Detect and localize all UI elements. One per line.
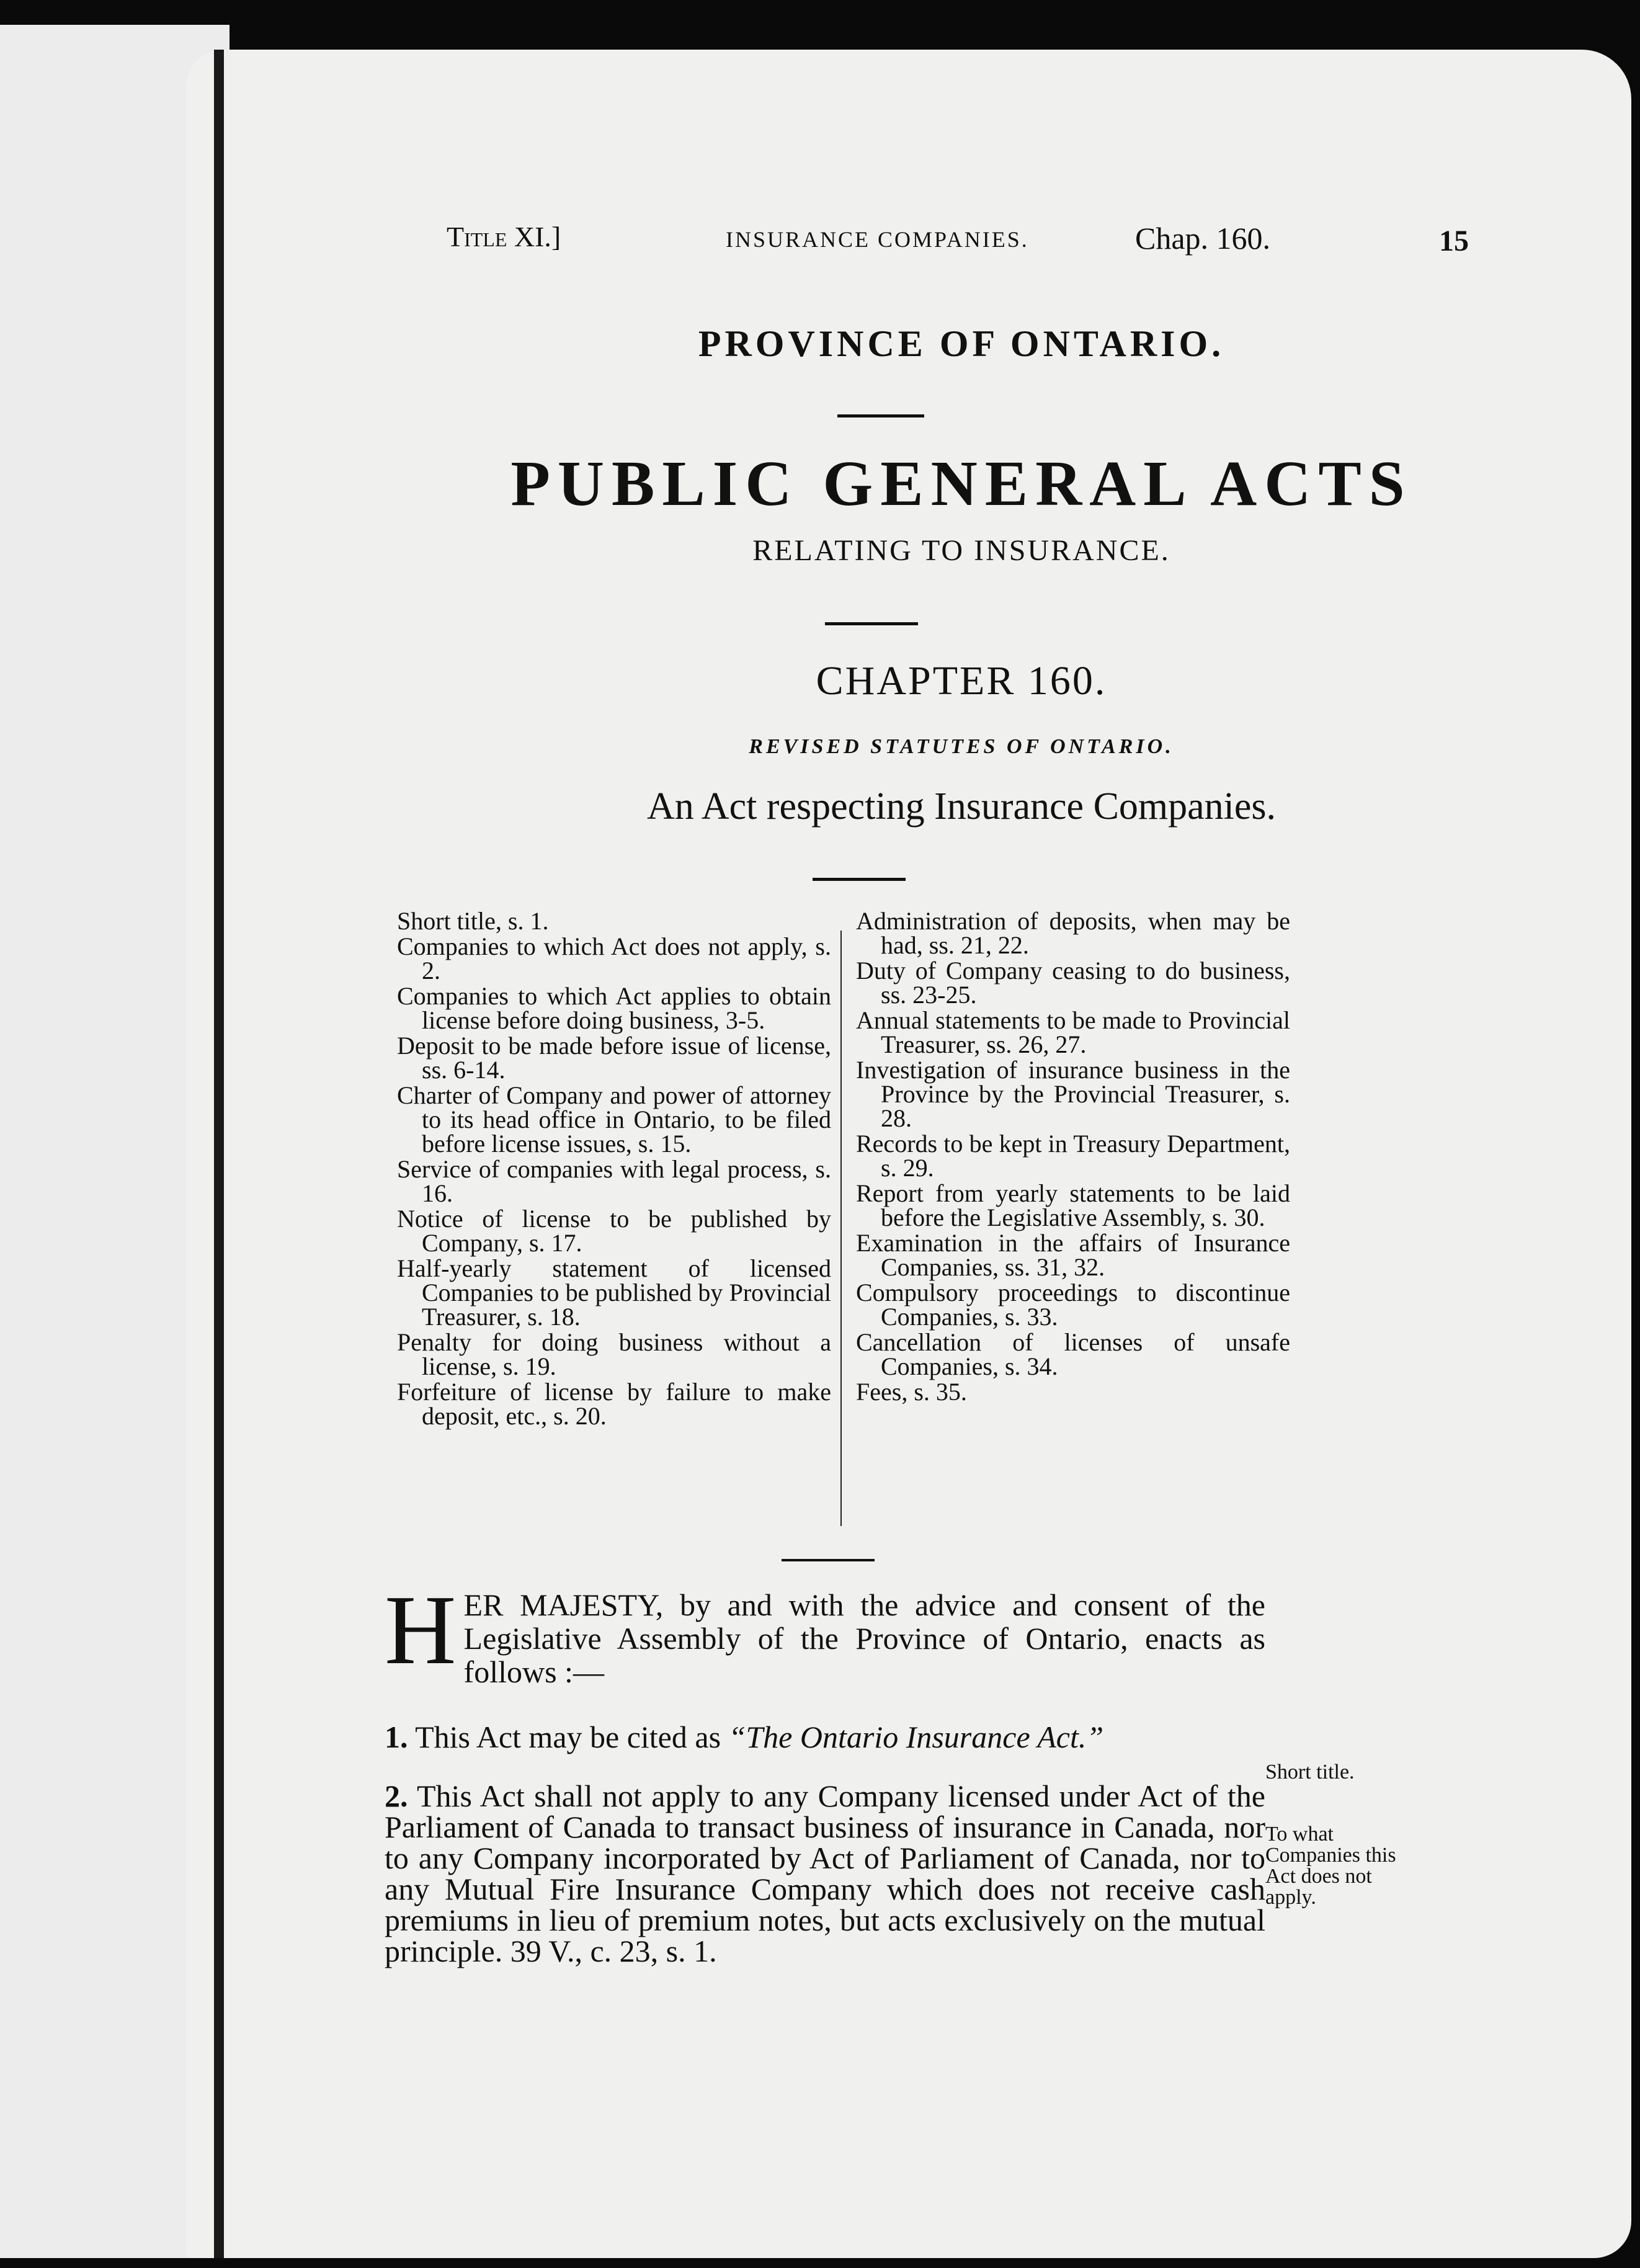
toc-item: Penalty for doing business without a license, s. 19.: [397, 1328, 831, 1380]
page-spine: [214, 50, 224, 2258]
divider-rule: [813, 878, 906, 881]
toc-item: Notice of license to be published by Company, s. 17.: [397, 1205, 831, 1257]
toc-item: Annual statements to be made to Provincial Treasurer, ss. 26, 27.: [856, 1006, 1290, 1058]
toc-item: Examination in the affairs of Insurance Companies, ss. 31, 32.: [856, 1229, 1290, 1281]
toc-item: Cancellation of licenses of unsafe Companies, s. 34.: [856, 1328, 1290, 1380]
divider-rule: [782, 1559, 875, 1561]
section-2: [385, 1780, 1265, 1967]
act-short-title: “The Ontario Insurance Act.”: [728, 1720, 1104, 1754]
toc-item: Duty of Company ceasing to do business, ss. 23-25.: [856, 957, 1290, 1009]
section-number: 2.: [385, 1779, 408, 1813]
margin-note: To what Companies this Act does not apply.: [1265, 1823, 1396, 1909]
section-text: This Act may be cited as: [415, 1720, 721, 1754]
toc-item: Report from yearly statements to be laid before the Legislative Assembly, s. 30.: [856, 1179, 1290, 1231]
toc-column-divider: [840, 931, 842, 1526]
chapter-heading: CHAPTER 160.: [816, 658, 1107, 703]
toc-item: Service of companies with legal process, s. 16.: [397, 1155, 831, 1207]
toc-right-column: [856, 909, 1290, 1405]
enacting-clause: [385, 1574, 1265, 1689]
act-name: An Act respecting Insurance Companies.: [646, 785, 1277, 828]
page-subtitle: RELATING TO INSURANCE.: [752, 534, 1170, 567]
revised-statutes-line: REVISED STATUTES OF ONTARIO.: [749, 735, 1174, 758]
toc-item: Companies to which Act does not apply, s. 2.: [397, 932, 831, 984]
toc-item: Records to be kept in Treasury Department, s. 29.: [856, 1130, 1290, 1182]
page-number: 15: [1439, 225, 1469, 257]
enacting-clause-text: ER MAJESTY, by and with the advice and consent of the Legislative Assembly of the Province of Ontario, enacts as follows :—: [463, 1587, 1265, 1689]
toc-item: Administration of deposits, when may be had, ss. 21, 22.: [856, 907, 1290, 959]
divider-rule: [825, 622, 918, 625]
toc-item: Forfeiture of license by failure to make deposit, etc., s. 20.: [397, 1378, 831, 1430]
divider-rule: [837, 414, 924, 417]
section-1: [385, 1721, 1265, 1752]
margin-note: Short title.: [1265, 1761, 1355, 1784]
toc-item: Half-yearly statement of licensed Companies to be published by Provincial Treasurer, s. 18.: [397, 1254, 831, 1331]
header-chapter: Chap. 160.: [1135, 221, 1271, 256]
toc-left-column: [397, 909, 831, 1429]
drop-cap: H: [385, 1574, 457, 1685]
section-text: This Act shall not apply to any Company licensed under Act of the Parliament of Canada to transact business of insurance in Canada, nor to any Company incorporated by Act of Parliament of Canada, nor to any Mutual Fire Insurance Company which does not receive cash premiums in lieu of premium notes, but acts exclusively on the mutual principle. 39 V., c. 23, s. 1.: [385, 1779, 1265, 1968]
toc-item: Charter of Company and power of attorney to its head office in Ontario, to be filed before license issues, s. 15.: [397, 1081, 831, 1158]
toc-item: Deposit to be made before issue of license, ss. 6-14.: [397, 1032, 831, 1084]
page-title: PUBLIC GENERAL ACTS: [510, 448, 1412, 519]
toc-item: Fees, s. 35.: [856, 1378, 967, 1406]
toc-item: Investigation of insurance business in the Province by the Provincial Treasurer, s. 28.: [856, 1056, 1290, 1132]
section-number: 1.: [385, 1720, 408, 1754]
header-topic: INSURANCE COMPANIES.: [726, 227, 1029, 252]
toc-item: Short title, s. 1.: [397, 907, 549, 935]
toc-item: Companies to which Act applies to obtain license before doing business, 3-5.: [397, 982, 831, 1034]
toc-item: Compulsory proceedings to discontinue Companies, s. 33.: [856, 1279, 1290, 1331]
province-heading: PROVINCE OF ONTARIO.: [698, 323, 1225, 364]
header-title: Title XI.]: [447, 221, 561, 252]
running-header: [447, 220, 1476, 270]
